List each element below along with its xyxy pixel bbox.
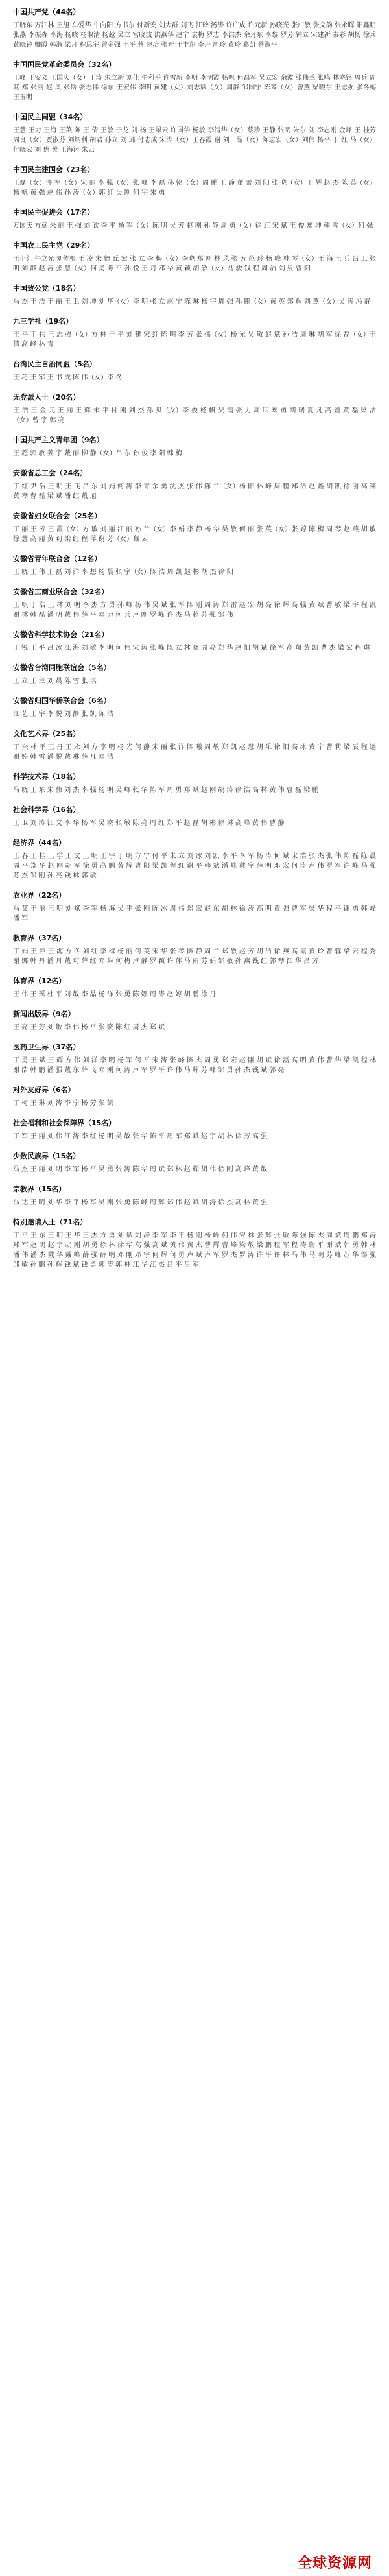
roster-section bbox=[13, 890, 376, 924]
roster-section bbox=[13, 207, 376, 231]
roster-section bbox=[13, 1217, 376, 1270]
section-member-list: 王慧 王力 王海 王英 陈 王 倩 王敏 于龙 刘 杨 王翠云 许国华 杨敏 李清华（女）蔡珍 王静 张明 朱东 刘 李志刚 金峰 王 桂芳 周良（女）贾淑芬 刘炳利 胡君 孙立 刘 邱 付志成 宋涛（女）王春霞 谢 刘一品（女）陈志宏（女）刘伟 杨平 丁 红 马（女）付晓宏 刘 焦 樊 王海涛 朱云 bbox=[13, 127, 376, 154]
section-heading: 中国民主同盟（34名） bbox=[13, 113, 88, 121]
roster-section bbox=[13, 933, 376, 966]
section-heading: 教育界（37名） bbox=[13, 934, 66, 942]
section-heading: 安徽省青年联合会（12名） bbox=[13, 555, 102, 563]
section-heading: 宗教界（15名） bbox=[13, 1185, 66, 1193]
section-member-list: 王 晓 王 伟 王 磊 刘 洋 李 想 杨 晨 张 宇（女）陈 浩 周 凯 赵 彬 胡 杰 徐 阳 bbox=[13, 569, 233, 576]
section-member-list: 王 卫 刘 涛 江 文 李 华 杨 军 吴 晓 张 敏 陈 亮 周 红 郑 平 赵 磊 胡 彬 徐 琳 高 峰 黄 伟 曹 静 bbox=[13, 820, 285, 827]
roster-section bbox=[13, 1084, 376, 1108]
watermark-logo: 全球资源网 bbox=[297, 2555, 372, 2571]
roster-section bbox=[13, 728, 376, 762]
section-heading: 中国共产主义青年团（9名） bbox=[13, 436, 104, 444]
section-member-list: 王 浩 王 金 元 王 丽 王 辉 朱 平 付 刚 刘 杰 孙 贝（女）李 俊 杨 帆 吴 霞 张 力 周 明 郑 勇 胡 瑞 夏 凡 高 鑫 黄 磊 梁 洁（女）曾 宇 韩 亮 bbox=[13, 407, 376, 424]
section-member-list: 马 艾 王 丽 王 明 刘 斌 李 军 杨 海 吴 平 张 刚 陈 冰 周 伟 郑 宏 赵 东 胡 林 徐 涛 高 明 黄 强 曹 军 梁 华 程 平 谢 勇 韩 峰 潘 军 bbox=[13, 905, 376, 922]
roster-section bbox=[13, 510, 376, 544]
section-member-list: 江 艺 王 宇 李 悦 刘 静 张 凯 陈 洁 bbox=[13, 711, 113, 718]
section-member-list: 王峰 王安义 王国庆（女）王涛 朱立新 刘佳 牛利平 许雪新 李明 李明霞 杨帆 何昌军 吴立宏 余波 张伟兰 张鸣 林晓铭 周兵 周其 郑 张丽 赵 凤 张岳 张志伟 徐东 王宏伟 李明 黄建（女）刘志斌（女）周静 邹国宁 陈琴（女）曾燕 梁晓东 王志强 张冬梅 王玉明 bbox=[13, 75, 376, 101]
section-member-list: 丁 兴 林 平 王 丹 王 永 刘 方 李 明 杨 光 何 静 宋 丽 张 洋 陈 曦 周 敏 郑 凯 赵 慧 胡 乐 徐 阳 高 冰 黄 宁 曹 莉 梁 辰 程 远 谢 婷 韩 雪 潘 悦 戴 琳 薛 凡 邓 洁 bbox=[13, 744, 376, 761]
section-member-list: 万国庆 方章 朱 丽 王 强 刘 欣 李 平 杨 军（女）陈 明 吴 芳 赵 刚 孙 静 周 勇（女）徐 红 宋 斌 王 俊 郑 坤 韩 雪（女）何 强 bbox=[13, 222, 373, 230]
section-heading: 安徽省归国华侨联合会（6名） bbox=[13, 697, 111, 705]
section-heading: 安徽省台湾同胞联谊会（5名） bbox=[13, 663, 111, 672]
document-page bbox=[13, 0, 376, 2576]
section-heading: 少数民族界（15名） bbox=[13, 1152, 80, 1160]
roster-section bbox=[13, 771, 376, 795]
section-heading: 科学技术界（18名） bbox=[13, 772, 80, 781]
roster-section bbox=[13, 359, 376, 383]
roster-section bbox=[13, 662, 376, 686]
roster-section bbox=[13, 164, 376, 198]
roster-section bbox=[13, 392, 376, 425]
section-member-list: 王 平 丁 伟 王 志 强（女）方 林 于 平 刘 建 宋 红 陈 明 李 芳 张 伟（女）杨 光 吴 敏 赵 斌 孙 浩 周 琳 胡 军 徐 磊（女）王 倩 高 峰 林 青 bbox=[13, 331, 376, 348]
roster-section bbox=[13, 975, 376, 999]
roster-section bbox=[13, 468, 376, 501]
section-heading: 经济界（44名） bbox=[13, 839, 66, 847]
section-member-list: 马 晓 王 东 朱 伟 刘 杰 李 强 杨 明 吴 峰 张 华 陈 军 周 勇 郑 斌 赵 刚 胡 涛 徐 浩 高 林 黄 伟 曹 磊 梁 鹏 bbox=[13, 787, 319, 794]
roster-section bbox=[13, 586, 376, 620]
roster-section bbox=[13, 316, 376, 350]
roster-section bbox=[13, 283, 376, 307]
section-heading: 无党派人士（20名） bbox=[13, 393, 80, 401]
section-member-list: 王小红 牛立光 刘传根 王 凌 朱 德 丘 宏 张 立 李 梅（女）李晓 郑 刚 林 风 张 芳 范 玲 杨 峰 林 琴（女）王 海 王 兵 吕 卫 张 明 刘 静 赵 涛 张 慧（女）何 勇 陈 平 孙 悦 王 丹 邓 华 黄 颖 胡 敏（女）马 骏 钱 程 周 洁 刘 泉 曹 阳 bbox=[13, 256, 376, 272]
section-member-list: 王 立 王 兰 刘 晨 陈 雪 张 琪 bbox=[13, 678, 97, 685]
section-heading: 中国共产党（44名） bbox=[13, 8, 80, 16]
section-member-list: 马 杰 王 丽 刘 明 李 军 杨 平 吴 勇 张 涛 陈 华 周 斌 郑 林 赵 辉 胡 伟 徐 刚 高 峰 黄 敏 bbox=[13, 1166, 268, 1173]
roster-section bbox=[13, 1184, 376, 1208]
section-member-list: 丁 红 尹 浩 王 明 王 飞 吕 东 刘 娟 何 涛 李 青 余 勇 沈 杰 张 伟 陈 兰（女）杨 阳 林 峰 周 鹏 郑 洁 赵 鑫 胡 凯 徐 丽 高 翔 黄 琴 曹 磊 梁 斌 潘 红 戴 旭 bbox=[13, 483, 376, 500]
section-member-list: 丁 平 王 东 王 明 王 华 王 杰 方 勇 刘 斌 刘 涛 李 军 李 平 杨 刚 杨 峰 何 伟 宋 林 张 辉 张 敏 陈 强 陈 杰 周 斌 周 鹏 郑 涛 郑 军 赵 明 赵 宇 胡 刚 胡 勇 徐 林 徐 华 高 强 高 斌 黄 伟 黄 杰 曹 辉 曹 峰 梁 敏 梁 鹏 程 军 程 涛 谢 平 谢 斌 韩 勇 韩 林 潘 伟 潘 杰 戴 华 戴 峰 薛 强 薛 明 邓 刚 邓 宇 何 辉 何 勇 卢 斌 卢 军 罗 杰 罗 涛 许 平 许 林 马 伟 马 明 苏 峰 苏 华 邹 强 邹 敏 孙 鹏 孙 辉 钱 斌 钱 勇 郭 涛 郭 林 江 华 江 杰 吕 平 吕 军 bbox=[13, 1232, 376, 1269]
roster-section bbox=[13, 1042, 376, 1075]
roster-section bbox=[13, 629, 376, 653]
section-heading: 社会科学界（16名） bbox=[13, 805, 80, 814]
section-heading: 文化艺术界（25名） bbox=[13, 730, 80, 738]
section-member-list: 马 杰 王 浩 王 丽 王 卫 刘 坤 刘 华（女）李 明 张 立 赵 宁 陈 琳 杨 宇 周 强 孙 鹏（女）黄 英 郑 辉 刘 燕（女）吴 涛 冯 静 bbox=[13, 298, 371, 305]
section-heading: 医药卫生界（37名） bbox=[13, 1043, 80, 1051]
roster-section bbox=[13, 59, 376, 102]
section-member-list: 王 伟 王 瑶 杜 平 刘 敏 李 晶 杨 洋 张 勇 陈 娜 周 涛 赵 婷 胡 鹏 徐 丹 bbox=[13, 991, 217, 998]
roster-section bbox=[13, 6, 376, 50]
section-heading: 安徽省妇女联合会（25名） bbox=[13, 512, 102, 520]
section-heading: 安徽省科学技术协会（21名） bbox=[13, 630, 109, 639]
section-member-list: 丁 丽 王 芳 王 霞（女）方 敏 刘 丽 江 丽 孙 兰（女）李 娟 李 静 杨 华 吴 敏 何 丽 张 英（女）张 婷 陈 梅 周 琴 赵 燕 胡 敏 徐 慧 高 丽 黄 莉 梁 红 程 萍 谢 芳（女）蔡 云 bbox=[13, 526, 376, 543]
roster-section bbox=[13, 1117, 376, 1141]
section-member-list: 王 超 郭 敏 姜 宇 戴 丽 柳 静（女）吕 东 孙 俊 李 阳 韩 梅 bbox=[13, 450, 182, 457]
roster-section bbox=[13, 1151, 376, 1175]
roster-section bbox=[13, 837, 376, 881]
roster-section bbox=[13, 112, 376, 155]
section-heading: 体育界（12名） bbox=[13, 977, 66, 985]
section-member-list: 丁 梅 王 琳 刘 涛 李 宁 杨 芳 张 凯 bbox=[13, 1100, 113, 1107]
roster-sections bbox=[13, 6, 376, 1270]
roster-section bbox=[13, 1008, 376, 1032]
section-member-list: 马 达 王 明 刘 华 李 平 杨 军 吴 刚 张 勇 陈 峰 周 辉 郑 伟 赵 斌 胡 涛 徐 杰 高 林 黄 强 bbox=[13, 1199, 268, 1206]
roster-section bbox=[13, 804, 376, 828]
section-heading: 中国国民党革命委员会（32名） bbox=[13, 60, 116, 69]
section-member-list: 丁 军 王 丽 刘 伟 江 涛 李 红 杨 明 吴 敏 张 华 陈 平 周 军 郑 斌 赵 宇 胡 林 徐 芳 高 强 bbox=[13, 1133, 268, 1140]
roster-section bbox=[13, 553, 376, 577]
section-member-list: 丁 锐 王 平 吕 冰 江 海 刘 敏 李 明 何 伟 宋 涛 张 峰 陈 立 林 晓 周 亮 郑 华 赵 阳 胡 斌 徐 军 高 翔 黄 凯 曹 杰 梁 宏 程 琳 bbox=[13, 645, 370, 652]
section-member-list: 丁 娟 王 萍 王 海 方 冬 刘 红 李 梅 杨 丽 何 英 宋 华 张 琴 陈 静 周 兰 郑 敏 赵 芳 胡 洁 徐 燕 高 霞 黄 玲 曹 蓉 梁 云 程 秀 谢 娜 韩 丹 潘 月 戴 莉 薛 红 邓 琳 何 梅 卢 静 罗 颖 许 萍 马 丽 苏 娟 邹 敏 孙 燕 钱 红 郭 琴 江 华 吕 芳 bbox=[13, 948, 376, 965]
section-member-list: 王磊（女）许 军（女）宋 丽 李 强（女）张 峰 李 磊 孙 铭（女）周 鹏 王 静 董 蕾 刘 阳 张 晓（女）王 辉 赵 杰 陈 英（女）杨 帆 黄 强 赵 伟 孙 涛（女）郭 红 吴 刚 何 宇 朱 勇 bbox=[13, 180, 376, 197]
section-heading: 中国民主促进会（17名） bbox=[13, 208, 95, 217]
section-heading: 安徽省总工会（24名） bbox=[13, 469, 88, 477]
section-member-list: 王 帆 丁 浩 王 林 刘 明 李 杰 方 勇 孙 峰 杨 伟 吴 斌 张 军 陈 刚 周 涛 郑 雷 赵 宏 胡 亮 徐 辉 高 强 黄 斌 曹 敏 梁 宇 程 凯 谢 林 韩 磊 潘 明 戴 伟 薛 平 邓 力 何 兵 卢 刚 罗 峰 许 杰 马 超 苏 强 邹 伟 bbox=[13, 602, 376, 619]
section-heading: 中国致公党（18名） bbox=[13, 284, 80, 292]
section-member-list: 丁晓东 万江林 王旭 车爱华 牛向阳 方书东 付新安 刘大群 刘飞 江玲 汤涛 许广成 许元新 孙晓光 张广敏 张文韵 张永晖 阳鑫明 张燕 李振森 李海 杨晓 杨淑清 杨越 吴立 宫晓波 洪燕华 赵宁 袁梅 罗志 李洪杰 余月东 李黎 罗芳 钟立 宋建新 秦彩 胡杨 徐兵 黄晓钟 卿霞 韩淑 梁月 程思宇 曾金强 王平 蔡 赵培 张开 王丰东 李丹 周玲 黄玲 葛凯 蔡淑平 bbox=[13, 22, 376, 49]
roster-section bbox=[13, 695, 376, 719]
section-member-list: 王 春 王 桂 王 学 王 文 王 明 王 宇 丁 明 方 宁 付 平 朱 立 刘 冰 刘 凯 李 平 李 军 杨 涛 何 斌 宋 浩 张 杰 张 伟 陈 磊 陈 晨 周 平 郑 华 赵 刚 胡 军 徐 勇 高 鹏 黄 辉 曹 阳 梁 凯 程 红 谢 平 韩 斌 潘 峰 戴 宇 薛 明 邓 宏 何 涛 卢 伟 罗 军 许 峰 马 强 苏 杰 邹 刚 孙 亮 钱 林 郭 敏 bbox=[13, 853, 376, 879]
section-heading: 九三学社（19名） bbox=[13, 317, 73, 326]
section-heading: 特别邀请人士（71名） bbox=[13, 1218, 88, 1226]
section-heading: 中国民主建国会（23名） bbox=[13, 165, 95, 174]
section-member-list: 王 亮 王 芳 刘 敏 李 伟 杨 平 张 晓 陈 红 周 杰 郑 斌 bbox=[13, 1024, 165, 1031]
section-member-list: 丁 勇 王 斌 王 辉 方 伟 刘 洋 李 明 杨 军 何 平 宋 涛 张 峰 陈 杰 周 勇 郑 宏 赵 刚 胡 斌 徐 磊 高 明 黄 伟 曹 华 梁 凯 程 林 谢 浩 韩 鹏 潘 强 戴 东 薛 飞 邓 刚 何 涛 卢 军 罗 平 许 伟 马 辉 苏 峰 邹 勇 孙 杰 钱 斌 郭 亮 bbox=[13, 1057, 376, 1074]
section-heading: 农业界（22名） bbox=[13, 891, 66, 900]
section-member-list: 王 巧 王 军 王 书 成 陈 伟（女）李 冬 bbox=[13, 374, 123, 381]
roster-section bbox=[13, 435, 376, 459]
roster-section bbox=[13, 240, 376, 274]
section-heading: 社会福利和社会保障界（15名） bbox=[13, 1119, 116, 1127]
section-heading: 台湾民主自治同盟（5名） bbox=[13, 360, 97, 368]
section-heading: 对外友好界（6名） bbox=[13, 1086, 75, 1094]
section-heading: 中国农工民主党（29名） bbox=[13, 241, 95, 250]
section-heading: 安徽省工商业联合会（32名） bbox=[13, 588, 109, 596]
section-heading: 新闻出版界（9名） bbox=[13, 1010, 75, 1018]
